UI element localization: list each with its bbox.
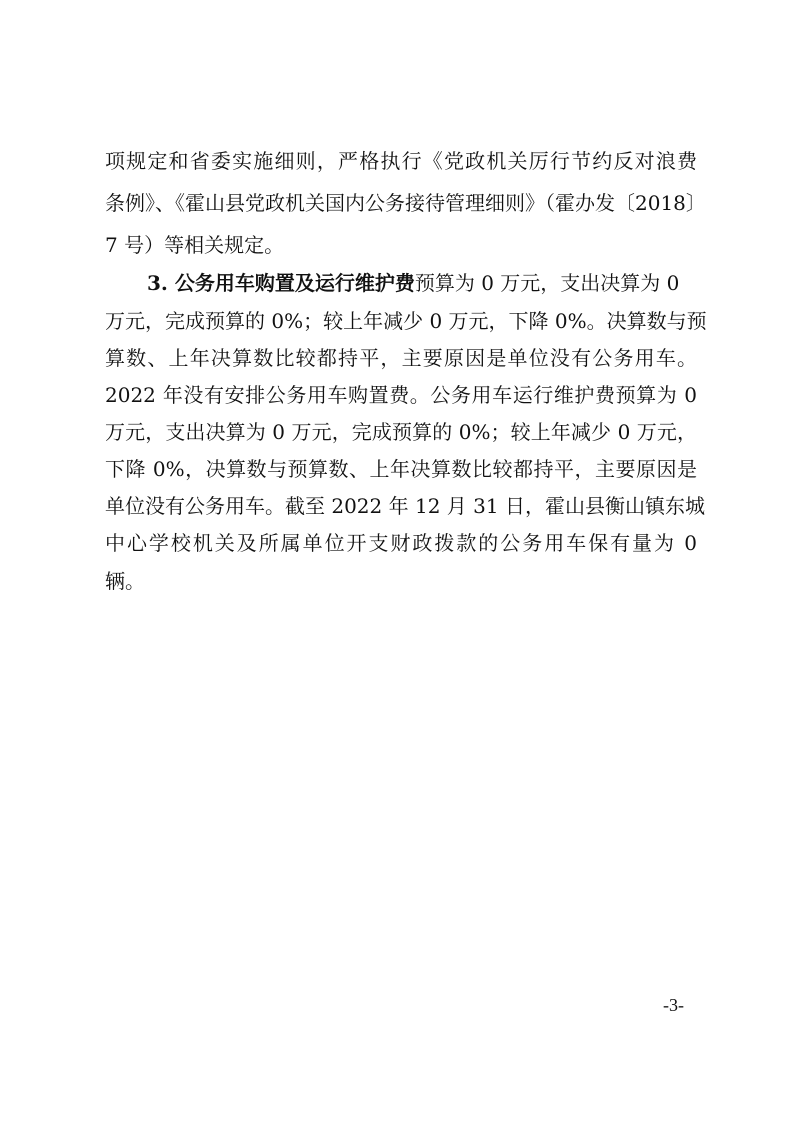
paragraph-line: 条例》、《霍山县党政机关国内公务接待管理细则》（霍办发〔2018〕 xyxy=(105,191,706,215)
paragraph-line: 单位没有公务用车。截至 2022 年 12 月 31 日，霍山县衡山镇东城 xyxy=(105,494,705,518)
paragraph-line: 辆。 xyxy=(105,569,145,593)
paragraph-line: 7 号）等相关规定。 xyxy=(105,233,285,257)
paragraph-line: 万元，支出决算为 0 万元，完成预算的 0%；较上年减少 0 万元， xyxy=(105,420,697,444)
paragraph-text: 预算为 0 万元，支出决算为 0 xyxy=(414,271,680,295)
section-heading: 3. 公务用车购置及运行维护费 xyxy=(147,271,415,295)
page-number: -3- xyxy=(663,995,684,1015)
paragraph-line: 万元，完成预算的 0%；较上年减少 0 万元，下降 0%。决算数与预 xyxy=(105,309,707,333)
paragraph-line: 中心学校机关及所属单位开支财政拨款的公务用车保有量为 0 xyxy=(105,531,697,555)
paragraph-line: 项规定和省委实施细则，严格执行《党政机关厉行节约反对浪费 xyxy=(105,149,697,173)
paragraph-line: 2022 年没有安排公务用车购置费。公务用车运行维护费预算为 0 xyxy=(105,383,697,407)
paragraph-first-line xyxy=(147,270,697,296)
paragraph-line: 下降 0%，决算数与预算数、上年决算数比较都持平，主要原因是 xyxy=(105,457,697,481)
paragraph-line: 算数、上年决算数比较都持平，主要原因是单位没有公务用车。 xyxy=(105,346,697,370)
